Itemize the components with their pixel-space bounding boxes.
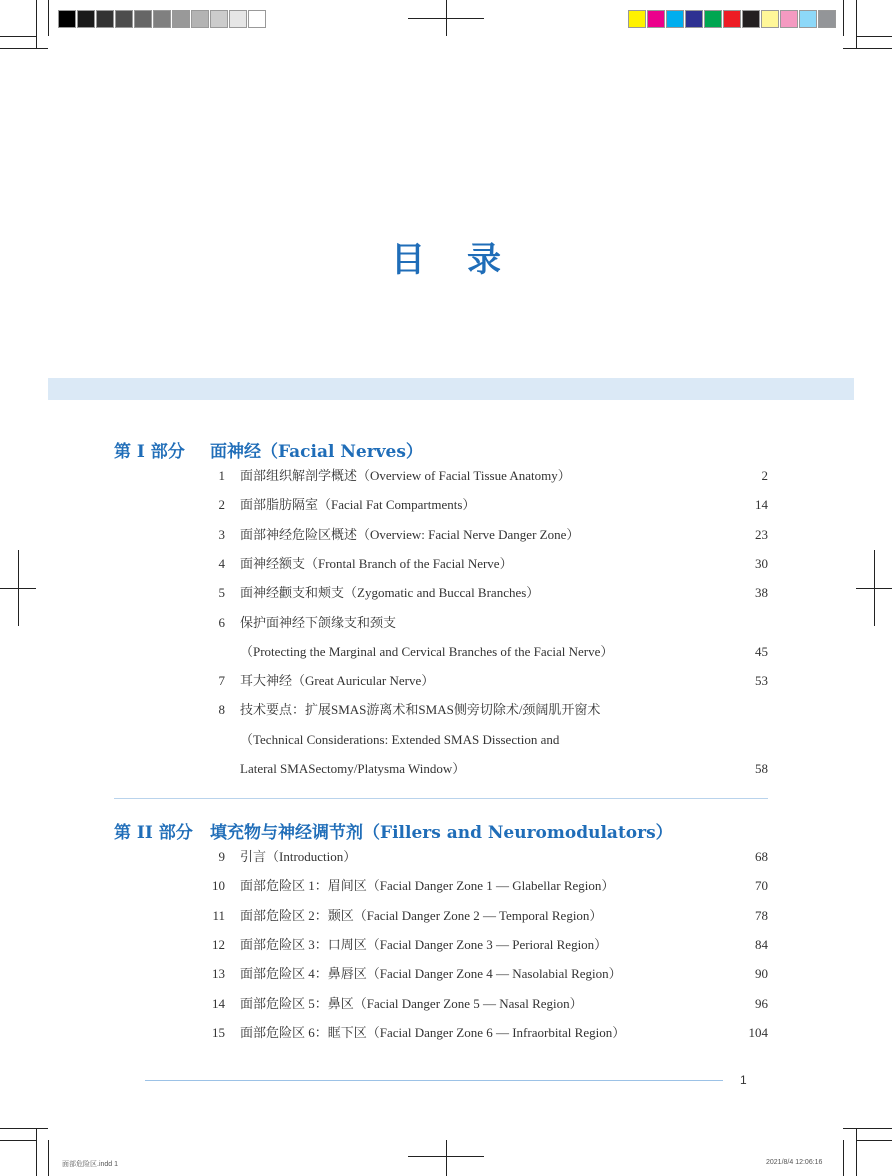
part-heading <box>114 437 423 462</box>
chapter-title: 面神经额支（Frontal Branch of the Facial Nerve） <box>240 555 513 571</box>
toc-entry[interactable] <box>205 671 768 691</box>
chapter-number: 15 <box>212 1024 225 1040</box>
toc-entry[interactable] <box>205 730 768 750</box>
chapter-number: 11 <box>212 907 225 923</box>
chapter-number: 3 <box>218 526 225 542</box>
chapter-number: 10 <box>212 878 225 894</box>
chapter-page: 2 <box>761 468 768 483</box>
chapter-title: （Technical Considerations: Extended SMAS Dissection and <box>240 731 560 747</box>
chapter-title: 引言（Introduction） <box>240 849 357 864</box>
part-label: 第 I 部分 <box>114 442 185 462</box>
chapter-title: 面部危险区 1：眉间区（Facial Danger Zone 1 — Glabellar Region） <box>240 878 615 894</box>
toc-entry[interactable] <box>205 554 768 574</box>
gray-swatch <box>96 10 114 28</box>
toc-entry[interactable] <box>205 964 768 984</box>
chapter-title: （Protecting the Marginal and Cervical Branches of the Facial Nerve） <box>240 643 614 659</box>
gray-swatch <box>210 10 228 28</box>
gray-swatch <box>58 10 76 28</box>
chapter-number: 13 <box>212 966 225 982</box>
chapter-number: 5 <box>218 585 225 601</box>
chapter-page: 78 <box>755 907 768 923</box>
toc-entry[interactable] <box>205 994 768 1014</box>
toc-entry[interactable] <box>205 583 768 603</box>
gray-swatch <box>153 10 171 28</box>
chapter-number: 2 <box>218 497 225 513</box>
color-swatch <box>761 10 779 28</box>
chapter-title: 面部神经危险区概述（Overview: Facial Nerve Danger Zone） <box>240 526 580 542</box>
chapter-title: 面部危险区 5：鼻区（Facial Danger Zone 5 — Nasal Region） <box>240 995 583 1011</box>
toc-entry[interactable] <box>205 495 768 515</box>
toc-entry[interactable] <box>205 1023 768 1043</box>
toc-entry[interactable] <box>205 935 768 955</box>
chapter-title: 技术要点：扩展SMAS游离术和SMAS侧旁切除术/颈阔肌开窗术 <box>240 702 601 718</box>
chapter-number: 1 <box>218 468 225 483</box>
toc-entry[interactable] <box>205 525 768 545</box>
chapter-page: 38 <box>755 585 768 601</box>
chapter-title: 耳大神经（Great Auricular Nerve） <box>240 673 435 689</box>
process-color-bar <box>628 10 837 28</box>
part-heading <box>114 818 673 843</box>
chapter-number: 9 <box>218 849 225 864</box>
page-number: 1 <box>740 1073 747 1087</box>
color-swatch <box>742 10 760 28</box>
toc-entry[interactable] <box>205 466 768 486</box>
color-swatch <box>704 10 722 28</box>
chapter-page: 104 <box>748 1024 768 1040</box>
gray-swatch <box>115 10 133 28</box>
chapter-title: 面部危险区 6：眶下区（Facial Danger Zone 6 — Infraorbital Region） <box>240 1024 626 1040</box>
chapter-page: 45 <box>755 643 768 659</box>
toc-entry[interactable] <box>205 642 768 662</box>
color-swatch <box>818 10 836 28</box>
chapter-number: 14 <box>212 995 225 1011</box>
chapter-page: 70 <box>755 878 768 894</box>
chapter-number: 8 <box>218 702 225 718</box>
color-swatch <box>685 10 703 28</box>
header-band <box>48 378 854 400</box>
gray-swatch <box>191 10 209 28</box>
color-swatch <box>799 10 817 28</box>
gray-swatch <box>134 10 152 28</box>
color-swatch <box>780 10 798 28</box>
part-title: 面神经（Facial Nerves） <box>210 442 423 462</box>
part-divider <box>114 798 768 799</box>
chapter-page: 23 <box>755 526 768 542</box>
chapter-title: 面部危险区 3：口周区（Facial Danger Zone 3 — Perioral Region） <box>240 936 608 952</box>
color-swatch <box>723 10 741 28</box>
chapter-page: 58 <box>755 761 768 776</box>
footer-rule <box>145 1080 723 1081</box>
chapter-number: 7 <box>218 673 225 689</box>
gray-swatch <box>172 10 190 28</box>
toc-entry[interactable] <box>205 847 768 867</box>
chapter-title: 面部组织解剖学概述（Overview of Facial Tissue Anatomy） <box>240 468 571 483</box>
chapter-page: 96 <box>755 995 768 1011</box>
chapter-title: 面部脂肪隔室（Facial Fat Compartments） <box>240 497 476 513</box>
chapter-page: 68 <box>755 849 768 864</box>
part-title: 填充物与神经调节剂（Fillers and Neuromodulators） <box>210 823 673 843</box>
chapter-title: 面部危险区 2：颞区（Facial Danger Zone 2 — Temporal Region） <box>240 907 603 923</box>
toc-entry[interactable] <box>205 759 768 779</box>
color-swatch <box>666 10 684 28</box>
color-swatch <box>628 10 646 28</box>
gray-swatch <box>248 10 266 28</box>
chapter-title: 面神经颧支和颊支（Zygomatic and Buccal Branches） <box>240 585 540 601</box>
chapter-page: 90 <box>755 966 768 982</box>
timestamp-slug: 2021/8/4 12:06:16 <box>766 1159 823 1166</box>
chapter-number: 12 <box>212 936 225 952</box>
grayscale-color-bar <box>58 10 267 28</box>
page-title: 目录 <box>391 240 543 280</box>
toc-entry[interactable] <box>205 700 768 720</box>
toc-entry[interactable] <box>205 906 768 926</box>
toc-entry[interactable] <box>205 876 768 896</box>
chapter-title: 面部危险区 4：鼻唇区（Facial Danger Zone 4 — Nasolabial Region） <box>240 966 622 982</box>
file-slug: 面部危险区.indd 1 <box>62 1161 119 1168</box>
chapter-number: 6 <box>218 614 225 630</box>
chapter-page: 14 <box>755 497 768 513</box>
chapter-number: 4 <box>218 555 225 571</box>
chapter-page: 53 <box>755 673 768 689</box>
color-swatch <box>647 10 665 28</box>
chapter-page: 84 <box>755 936 768 952</box>
chapter-title: 保护面神经下颌缘支和颈支 <box>240 614 397 630</box>
toc-entry[interactable] <box>205 613 768 633</box>
part-label: 第 II 部分 <box>114 823 193 843</box>
gray-swatch <box>77 10 95 28</box>
chapter-page: 30 <box>755 555 768 571</box>
chapter-title: Lateral SMASectomy/Platysma Window） <box>240 761 466 776</box>
gray-swatch <box>229 10 247 28</box>
